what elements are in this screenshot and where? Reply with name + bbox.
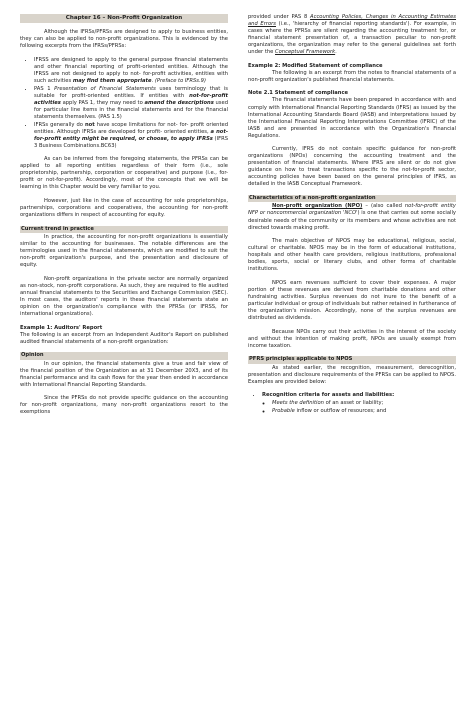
- list-item: ◦ Probable inflow or outflow of resources; and: [272, 408, 456, 415]
- current-trend-heading: Current trend in practice: [20, 226, 228, 233]
- currently-paragraph: Currently, IFRS do not contain specific guidance for non-profit organizations (NPOs) concerning the accounting treatment and the presentation of financial statements. Where IFRS are silent or do not give guidance on how to treat transactions specific to the not-for-profit sector, accounting policies have been based on the general principles of IFRS, as detailed in the IASB Conceptual Framework.: [248, 146, 456, 188]
- opinion-heading: Opinion: [20, 352, 228, 359]
- list-item: • IFRSs generally do not have scope limitations for not- for- profit oriented entities. Although IFRSs are developed for profit- oriented entities, a not-for-profit entity might be required, or choose, to apply IFRSs (IFRS 3 Business Combinations.BC63): [34, 122, 228, 150]
- example2-paragraph: The following is an excerpt from the notes to financial statements of a non-profit organization's published financial statements.: [248, 69, 456, 83]
- tax-exempt-paragraph: Because NPOs carry out their activities in the interest of the society and without the intention of making profit, NPOs are usually exempt from income taxation.: [248, 328, 456, 349]
- recognition-sub-list: [262, 400, 456, 415]
- since-paragraph: Since the PFRSs do not provide specific guidance on the accounting for non-profit organizations, many non-profit organizations resort to the exemptions: [20, 395, 228, 416]
- chapter-title: Chapter 16 – Non-Profit Organization: [20, 14, 228, 23]
- current-trend-paragraph: In practice, the accounting for non-profit organizations is essentially similar to the accounting for businesses. The notable differences are the terminologies used in the financial statements, which are modified to suit the non-profit organization's purpose, and the presentation and disclosure of equity.: [20, 234, 228, 269]
- example2-heading: Example 2: Modified Statement of compliance: [248, 62, 383, 69]
- excerpt-bullet-list: [20, 57, 228, 151]
- example1-paragraph: The following is an excerpt from an Independent Auditor's Report on published audited financial statements of a non-profit organization:: [20, 331, 228, 345]
- private-sector-paragraph: Non-profit organizations in the private sector are normally organized as non-stock, non-profit corporations. As such, they are required to file audited annual financial statements to the Securities and Exchange Commission (SEC). In most cases, the auditors' reports in these financial statements state an opinion on the organization's compliance with the PFRSs (or IFRSS, for international organizations).: [20, 275, 228, 317]
- pfrs-heading: PFRS principles applicable to NPOS: [248, 356, 456, 363]
- note-heading: Note 2.1 Statement of compliance: [248, 90, 349, 97]
- list-item: • PAS 1 Presentation of Financial Statements uses terminology that is suitable for profit-oriented entities. If entities with not-for-profit activities apply PAS 1, they may need to amend the descriptions used for particular line items in the financial statements and for the financial statements themselves. (PAS 1.5): [34, 86, 228, 121]
- list-item: • IFRSS are designed to apply to the general purpose financial statements and other financial reporting of profit-oriented entities. Although the IFRSS are not designed to apply to not- for-profit activities, entities with such activities may find them appropriate. (Preface to IFRSs.9): [34, 57, 228, 85]
- however-paragraph: However, just like in the case of accounting for sole proprietorships, partnerships, corporations and cooperatives, the accounting for non-profit organizations differs in respect of accounting for equity.: [20, 197, 228, 219]
- right-column: [248, 14, 456, 421]
- characteristics-heading: Characteristics of a non-profit organization: [248, 195, 456, 202]
- pfrs-paragraph: As stated earlier, the recognition, measurement, derecognition, presentation and disclosure requirements of the PFRSs can be applied to NPOS. Examples are provided below:: [248, 364, 456, 385]
- revenues-paragraph: NPOS earn revenues sufficient to cover their expenses. A major portion of these revenues are derived from charitable donations and other fundraising activities. Surplus revenues do not inure to the benefit of a particular individual or group of individuals but rather retained in furtherance of the organization's mission. Accordingly, none of the surplus revenues are distributed as dividends.: [248, 279, 456, 322]
- example1-heading: Example 1: Auditors' Report: [20, 324, 103, 331]
- list-item: • Recognition criteria for assets and liabilities: ◦ Meets the definition of an asset or liability; ◦ Probable inflow or outflow of resources; and: [262, 392, 456, 415]
- opinion-paragraph: In our opinion, the financial statements give a true and fair view of the financial position of the Organization as at 31 December 20X3, and of its financial performance and its cash flows for the year then ended in accordance with International Financial Reporting Standards.: [20, 360, 228, 388]
- continued-paragraph: provided under PAS 8 Accounting Policies, Changes in Accounting Estimates and Errors (i.e., 'hierarchy of financial reporting standards'). For example, in cases where the PFRSs are silent regarding the accounting treatment for, or financial statement presentation of, a transaction peculiar to non-profit organizations, the organization may refer to the general guidelines set forth under the Conceptual Framework.: [248, 14, 457, 56]
- npo-definition-paragraph: Non-profit organization (NPO) – (also called not-for-profit entity NFP or noncommercial organization 'NCO') is one that carries out some socially desirable needs of the community or its members and whose activities are not directed towards making profit.: [248, 203, 457, 231]
- left-column: [20, 14, 228, 423]
- list-item: ◦ Meets the definition of an asset or liability;: [272, 400, 456, 407]
- inference-paragraph: As can be inferred from the foregoing statements, the PFRSs can be applied to all reporting entities regardless of their form (i.e., sole proprietorship, partnership, corporation or cooperative) and purpose (i.e., for-profit or not-for-profit). Accordingly, most of the concepts that we will be learning in this Chapter would be very familiar to you.: [20, 156, 228, 191]
- recognition-list: [248, 392, 456, 415]
- intro-paragraph: Although the IFRSs/PFRSs are designed to apply to business entities, they can also be applied to non-profit organizations. This is evidenced by the following excerpts from the IFRSs/PFRSs:: [20, 29, 228, 50]
- objective-paragraph: The main objective of NPOS may be educational, religious, social, cultural or charitable. NPOS may be in the form of educational institutions, hospitals and other health care providers, religious institutions, professional bodies, sports, social or literary clubs, and other forms of charitable institutions.: [248, 238, 456, 273]
- note-paragraph: The financial statements have been prepared in accordance with and comply with International Financial Reporting Standards (IFRS) as issued by the International Accounting Standards Board (IASB) and interpretations issued by the International Financial Reporting Interpretations Committee (IFRIC) of the IASB and are presented in accordance with the Organization's Financial Regulations.: [248, 97, 456, 139]
